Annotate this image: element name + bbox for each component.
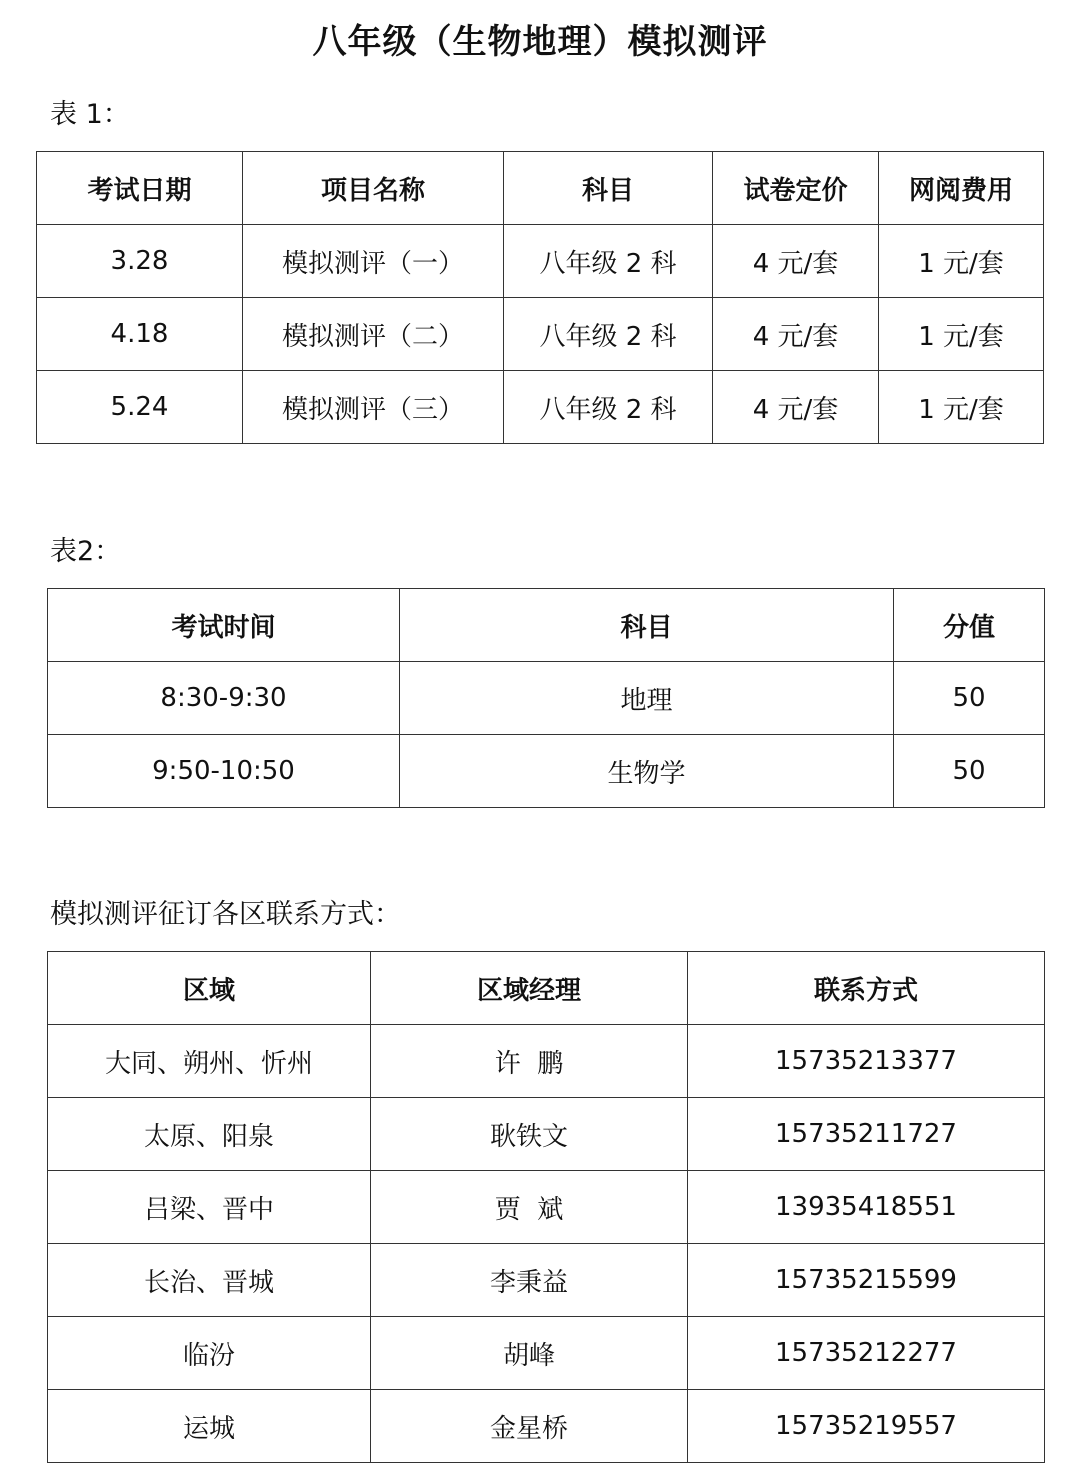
paper-price-cell: 4 元/套 — [713, 371, 879, 444]
manager-cell: 许 鹏 — [371, 1025, 688, 1098]
manager-cell: 金星桥 — [371, 1390, 688, 1463]
table-row — [37, 298, 1044, 371]
contact-table — [47, 951, 1045, 1463]
score-cell: 50 — [894, 662, 1045, 735]
table-row — [48, 1025, 1045, 1098]
subject-cell: 八年级 2 科 — [504, 371, 713, 444]
project-name-cell: 模拟测评（二） — [243, 298, 504, 371]
header-region: 区域 — [48, 952, 371, 1025]
table-row — [48, 1098, 1045, 1171]
header-region-manager: 区域经理 — [371, 952, 688, 1025]
manager-cell: 李秉益 — [371, 1244, 688, 1317]
phone-cell: 15735213377 — [688, 1025, 1045, 1098]
exam-time-table — [47, 588, 1045, 808]
marking-fee-cell: 1 元/套 — [879, 225, 1044, 298]
header-exam-date: 考试日期 — [37, 152, 243, 225]
region-cell: 吕梁、晋中 — [48, 1171, 371, 1244]
manager-cell: 贾 斌 — [371, 1171, 688, 1244]
exam-time-cell: 8:30-9:30 — [48, 662, 400, 735]
table-row — [48, 1317, 1045, 1390]
exam-date-cell: 5.24 — [37, 371, 243, 444]
header-subject: 科目 — [400, 589, 894, 662]
exam-date-cell: 3.28 — [37, 225, 243, 298]
table-header-row — [48, 952, 1045, 1025]
manager-cell: 胡峰 — [371, 1317, 688, 1390]
header-exam-time: 考试时间 — [48, 589, 400, 662]
paper-price-cell: 4 元/套 — [713, 298, 879, 371]
marking-fee-cell: 1 元/套 — [879, 371, 1044, 444]
header-paper-price: 试卷定价 — [713, 152, 879, 225]
table-row — [48, 662, 1045, 735]
region-cell: 临汾 — [48, 1317, 371, 1390]
paper-price-cell: 4 元/套 — [713, 225, 879, 298]
table-row — [37, 371, 1044, 444]
table-row — [37, 225, 1044, 298]
marking-fee-cell: 1 元/套 — [879, 298, 1044, 371]
manager-cell: 耿铁文 — [371, 1098, 688, 1171]
phone-cell: 15735212277 — [688, 1317, 1045, 1390]
score-cell: 50 — [894, 735, 1045, 808]
header-marking-fee: 网阅费用 — [879, 152, 1044, 225]
exam-date-cell: 4.18 — [37, 298, 243, 371]
subject-cell: 生物学 — [400, 735, 894, 808]
header-score: 分值 — [894, 589, 1045, 662]
table-header-row — [48, 589, 1045, 662]
exam-schedule-table — [36, 151, 1044, 444]
header-project-name: 项目名称 — [243, 152, 504, 225]
region-cell: 长治、晋城 — [48, 1244, 371, 1317]
subject-cell: 八年级 2 科 — [504, 298, 713, 371]
phone-cell: 15735211727 — [688, 1098, 1045, 1171]
table-row — [48, 735, 1045, 808]
region-cell: 运城 — [48, 1390, 371, 1463]
project-name-cell: 模拟测评（一） — [243, 225, 504, 298]
table-row — [48, 1390, 1045, 1463]
table3-caption: 模拟测评征订各区联系方式： — [50, 899, 401, 930]
table1-caption: 表 1： — [50, 99, 130, 130]
subject-cell: 八年级 2 科 — [504, 225, 713, 298]
phone-cell: 15735219557 — [688, 1390, 1045, 1463]
region-cell: 大同、朔州、忻州 — [48, 1025, 371, 1098]
header-contact: 联系方式 — [688, 952, 1045, 1025]
table-row — [48, 1171, 1045, 1244]
project-name-cell: 模拟测评（三） — [243, 371, 504, 444]
phone-cell: 13935418551 — [688, 1171, 1045, 1244]
phone-cell: 15735215599 — [688, 1244, 1045, 1317]
table-header-row — [37, 152, 1044, 225]
table-row — [48, 1244, 1045, 1317]
table2-caption: 表2： — [50, 536, 122, 567]
subject-cell: 地理 — [400, 662, 894, 735]
header-subject: 科目 — [504, 152, 713, 225]
region-cell: 太原、阳泉 — [48, 1098, 371, 1171]
page-title: 八年级（生物地理）模拟测评 — [312, 22, 768, 62]
exam-time-cell: 9:50-10:50 — [48, 735, 400, 808]
